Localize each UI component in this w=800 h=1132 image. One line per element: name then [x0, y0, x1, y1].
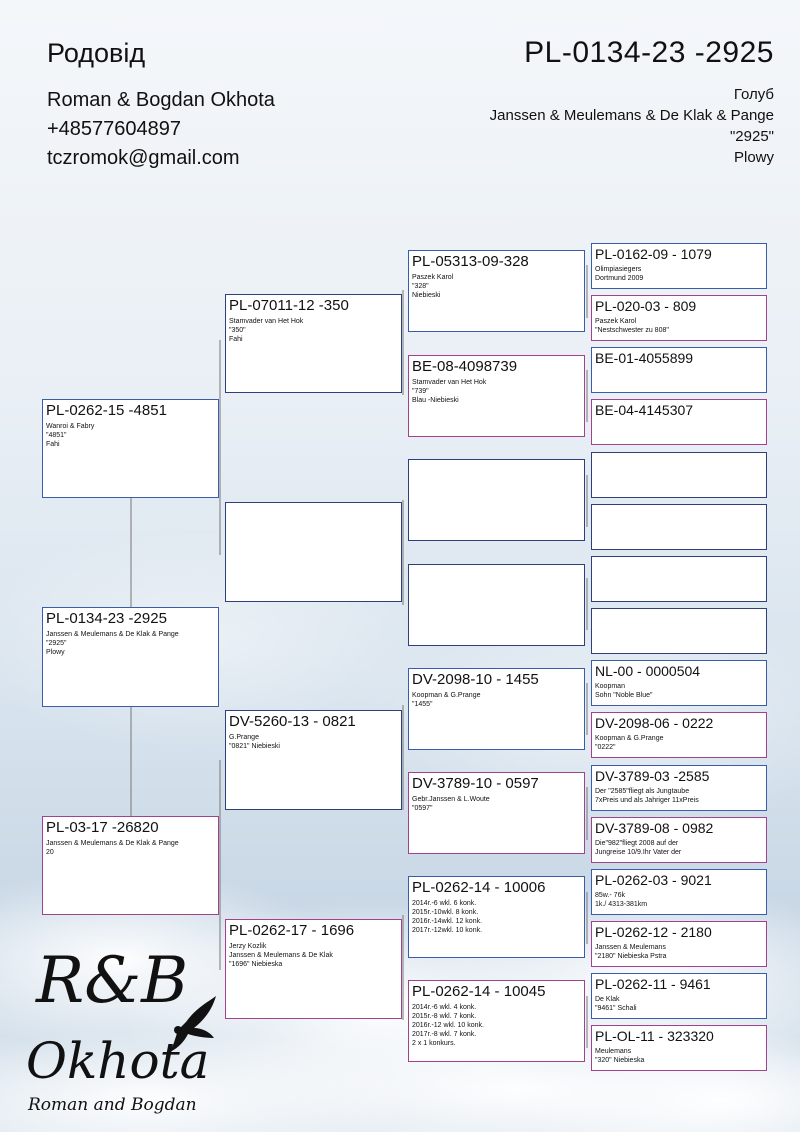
g2-ring: PL-020-03 - 809: [595, 298, 697, 314]
mmm-box: [408, 980, 585, 1062]
g11-ring: DV-3789-03 -2585: [595, 768, 710, 784]
g10-box: [591, 712, 767, 758]
info-line: "4851": [46, 432, 67, 439]
g3-box: [591, 347, 767, 393]
info-line: 2016r.-14wkl. 12 konk.: [412, 918, 483, 925]
g13-box: [591, 869, 767, 915]
g5-box: [591, 452, 767, 498]
info-line: "350": [229, 327, 246, 334]
g8-box: [591, 608, 767, 654]
info-line: Fahi: [46, 441, 60, 448]
g15-box: [591, 973, 767, 1019]
info-line: 2 x 1 konkurs.: [412, 1040, 456, 1047]
g15-ring: PL-0262-11 - 9461: [595, 976, 711, 992]
pigeon-summary: [490, 36, 774, 168]
info-line: "2180" Niebieska Pstra: [595, 953, 667, 960]
subject-box: [42, 607, 219, 707]
g6-box: [591, 504, 767, 550]
fff-ring: PL-05313-09-328: [412, 253, 529, 270]
g16-box: [591, 1025, 767, 1071]
g12-ring: DV-3789-08 - 0982: [595, 820, 714, 836]
info-line: Janssen & Meulemans & De Klak & Pange: [46, 631, 179, 638]
fmf-box: [408, 459, 585, 541]
info-line: 2015r.-10wkl. 8 konk.: [412, 909, 479, 916]
g9-ring: NL-00 - 0000504: [595, 663, 701, 679]
mfm-box: [408, 772, 585, 854]
info-line: "2925": [46, 640, 67, 647]
g14-box: [591, 921, 767, 967]
info-line: De Klak: [595, 996, 620, 1003]
mm-ring: PL-0262-17 - 1696: [229, 922, 355, 939]
info-line: "1696" Niebieska: [229, 961, 283, 968]
okhota-logo: [18, 930, 238, 1120]
info-line: Meulemans: [595, 1048, 632, 1055]
info-line: Paszek Karol: [595, 318, 637, 325]
info-line: Koopman & G.Prange: [412, 692, 481, 699]
g10-ring: DV-2098-06 - 0222: [595, 715, 714, 731]
g13-ring: PL-0262-03 - 9021: [595, 872, 712, 888]
owner-name: Roman & Bogdan Okhota: [47, 89, 275, 111]
g16-ring: PL-OL-11 - 323320: [595, 1028, 714, 1044]
info-line: "0222": [595, 744, 616, 751]
logo-name: Okhota: [26, 1032, 210, 1090]
owner-phone: +48577604897: [47, 118, 182, 140]
g1-ring: PL-0162-09 - 1079: [595, 246, 712, 262]
g14-ring: PL-0262-12 - 2180: [595, 924, 712, 940]
g4-ring: BE-04-4145307: [595, 402, 694, 418]
info-line: "328": [412, 283, 429, 290]
info-line: Niebieski: [412, 292, 441, 299]
info-line: "739": [412, 388, 429, 395]
ffm-box: [408, 355, 585, 437]
mff-box: [408, 668, 585, 750]
info-line: 7xPreis und als Jahriger 11xPreis: [595, 797, 699, 804]
mff-ring: DV-2098-10 - 1455: [412, 671, 539, 688]
mf-box: [225, 710, 402, 810]
ffm-ring: BE-08-4098739: [412, 358, 518, 375]
info-line: 20: [46, 849, 54, 856]
info-line: 85w.- 76k: [595, 892, 625, 899]
info-line: Olimpiasiegers: [595, 266, 642, 273]
logo-initials: R&B: [36, 944, 189, 1018]
info-line: "1455": [412, 701, 433, 708]
info-line: Die"982"fliegt 2008 auf der: [595, 840, 679, 847]
mother-ring: PL-03-17 -26820: [46, 819, 159, 836]
info-line: Gebr.Janssen & L.Woute: [412, 796, 490, 803]
info-line: Jerzy Kozlik: [229, 943, 267, 950]
g12-box: [591, 817, 767, 863]
info-line: Janssen & Meulemans & De Klak & Pange: [46, 840, 179, 847]
info-line: Wanroi & Fabry: [46, 423, 95, 430]
pedigree-title: Родовід: [47, 38, 146, 68]
info-line: Blau -Niebieski: [412, 397, 459, 404]
g2-box: [591, 295, 767, 341]
father-ring: PL-0262-15 -4851: [46, 402, 167, 419]
summary-type: Голуб: [733, 86, 774, 103]
mm-box: [225, 919, 402, 1019]
info-line: Der "2585"fliegt als Jungtaube: [595, 788, 690, 795]
info-line: "320" Niebieska: [595, 1057, 645, 1064]
mfm-ring: DV-3789-10 - 0597: [412, 775, 539, 792]
logo-subtitle: Roman and Bogdan: [28, 1095, 197, 1115]
info-line: Dortmund 2009: [595, 275, 644, 282]
info-line: 2017r.-8 wkl. 7 konk.: [412, 1031, 477, 1038]
info-line: Jungreise 10/9.Ihr Vater der: [595, 849, 682, 856]
info-line: "9461" Schali: [595, 1005, 637, 1012]
info-line: Plowy: [46, 649, 65, 656]
info-line: Stamvader van Het Hok: [412, 379, 487, 386]
mmf-box: [408, 876, 585, 958]
mmm-ring: PL-0262-14 - 10045: [412, 983, 546, 1000]
info-line: 2015r.-8 wkl. 7 konk.: [412, 1013, 477, 1020]
summary-color: Plowy: [733, 149, 774, 166]
info-line: "0821" Niebieski: [229, 743, 280, 750]
info-line: Janssen & Meulemans & De Klak: [229, 952, 333, 959]
info-line: 2014r.-6 wkl. 6 konk.: [412, 900, 477, 907]
mmf-ring: PL-0262-14 - 10006: [412, 879, 546, 896]
info-line: Janssen & Meulemans: [595, 944, 666, 951]
info-line: Fahi: [229, 336, 243, 343]
g1-box: [591, 243, 767, 289]
g7-box: [591, 556, 767, 602]
info-line: 2016r.-12 wkl. 10 konk.: [412, 1022, 484, 1029]
info-line: Koopman & G.Prange: [595, 735, 664, 742]
info-line: Paszek Karol: [412, 274, 454, 281]
fm-box: [225, 502, 402, 602]
info-line: Stamvader van Het Hok: [229, 318, 304, 325]
info-line: Sohn "Noble Blue": [595, 692, 653, 699]
g3-ring: BE-01-4055899: [595, 350, 694, 366]
info-line: "Nestschwester zu 808": [595, 327, 669, 334]
fmm-box: [408, 564, 585, 646]
mf-ring: DV-5260-13 - 0821: [229, 713, 356, 730]
father-box: [42, 399, 219, 498]
ff-box: [225, 294, 402, 393]
fff-box: [408, 250, 585, 332]
info-line: 2017r.-12wkl. 10 konk.: [412, 927, 483, 934]
info-line: G.Prange: [229, 734, 259, 741]
mother-box: [42, 816, 219, 915]
info-line: "0597": [412, 805, 433, 812]
info-line: 2014r.-6 wkl. 4 konk.: [412, 1004, 477, 1011]
info-line: 1k./ 4313-381km: [595, 901, 648, 908]
ff-ring: PL-07011-12 -350: [229, 297, 349, 314]
subject-ring: PL-0134-23 -2925: [46, 610, 167, 627]
owner-block: [47, 38, 275, 167]
summary-name: "2925": [729, 128, 774, 145]
g11-box: [591, 765, 767, 811]
g9-box: [591, 660, 767, 706]
summary-ring: PL-0134-23 -2925: [524, 36, 774, 69]
info-line: Koopman: [595, 683, 625, 690]
summary-breeder: Janssen & Meulemans & De Klak & Pange: [489, 107, 774, 124]
g4-box: [591, 399, 767, 445]
owner-email: tczromok@gmail.com: [47, 147, 240, 169]
